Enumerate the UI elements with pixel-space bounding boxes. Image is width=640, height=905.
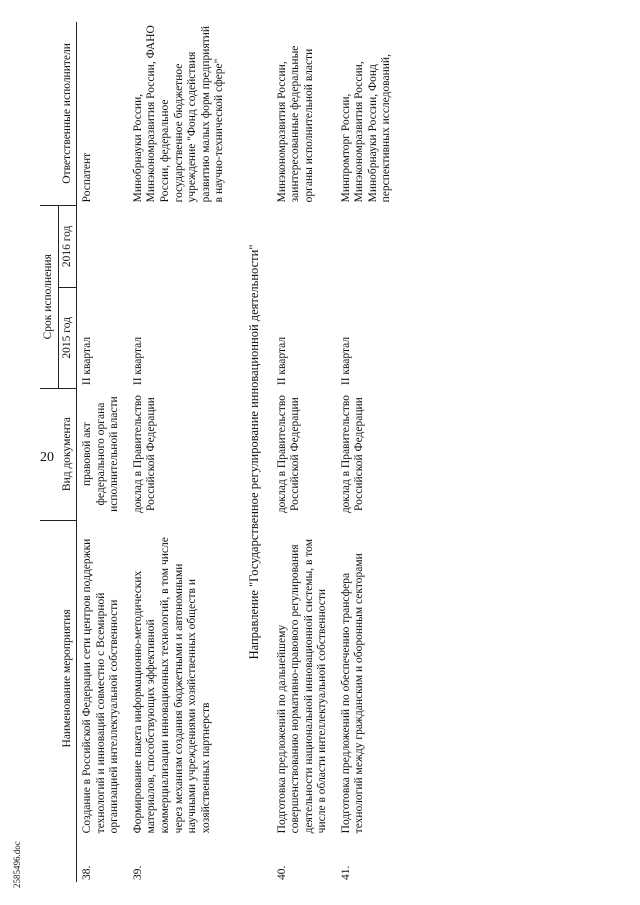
row-responsible: Роспатент (81, 152, 94, 203)
row-number: 40. (275, 865, 288, 880)
table-row (336, 22, 400, 882)
row-name: Формирование пакета информационно-методических материалов, способствующих эффективной коммерциализации инновационных технологий, в том числе через механизм создания бюджетными и автономными научными учреждениями хозяйственных обществ и хозяйственных партнерств (131, 537, 212, 834)
row-name: Создание в Российской Федерации сети центров поддержки технологий и инноваций совместно с Всемирной организацией интеллектуальной собственности (81, 538, 121, 834)
header-doc-type: Вид документа (40, 388, 77, 520)
row-responsible: Минпромторг России, Минэкономразвития России, Минобрнауки России, Фонд перспективных исследований, (339, 54, 393, 203)
row-doc-type: доклад в Правительство Российской Федерации (275, 395, 302, 514)
row-number: 38. (81, 865, 94, 880)
row-number: 41. (339, 865, 352, 880)
header-responsible: Ответственные исполнители (40, 22, 77, 205)
row-2016 (77, 205, 128, 287)
header-deadline: Срок исполнения (40, 205, 58, 388)
rotated-page-content (40, 22, 590, 882)
row-doc-type: доклад в Правительство Российской Федерации (339, 395, 366, 514)
row-name: Подготовка предложений по дальнейшему совершенствованию нормативно-правового регулирования деятельности национальной инновационной системы, в том числе в области интеллектуальной собственности (275, 539, 329, 834)
footer-filename: 2585496.doc (12, 841, 22, 888)
header-number (40, 836, 77, 882)
section-title: Направление "Государственное регулирование инновационной деятельности" (246, 244, 261, 660)
row-responsible: Минэкономразвития России, заинтересованные федеральные органы исполнительной власти (275, 45, 315, 203)
measures-table (40, 22, 400, 882)
header-2015: 2015 год (58, 287, 77, 388)
row-responsible: Минобрнауки России, Минэкономразвития России, ФАНО России, федеральное государственное бюджетное учреждение "Фонд содействия развитию малых форм предприятий в научно-технической сфере" (131, 25, 226, 203)
row-number: 39. (131, 865, 144, 880)
row-2016 (336, 205, 400, 287)
row-2016 (272, 205, 336, 287)
row-2015: II квартал (339, 336, 352, 386)
table-row (128, 22, 233, 882)
header-name: Наименование мероприятия (40, 520, 77, 836)
row-doc-type: доклад в Правительство Российской Федерации (131, 395, 158, 514)
row-name: Подготовка предложений по обеспечению трансфера технологий между гражданским и оборонным секторами (339, 553, 366, 834)
page-number: 20 (40, 450, 54, 465)
header-2016: 2016 год (58, 205, 77, 287)
row-2015: II квартал (81, 336, 94, 386)
row-2016 (128, 205, 233, 287)
table-row (272, 22, 336, 882)
row-doc-type: правовой акт федерального органа исполнительной власти (81, 396, 121, 512)
section-row (233, 22, 272, 882)
row-2015: II квартал (275, 336, 288, 386)
row-2015: II квартал (131, 336, 144, 386)
table-row (77, 22, 128, 882)
